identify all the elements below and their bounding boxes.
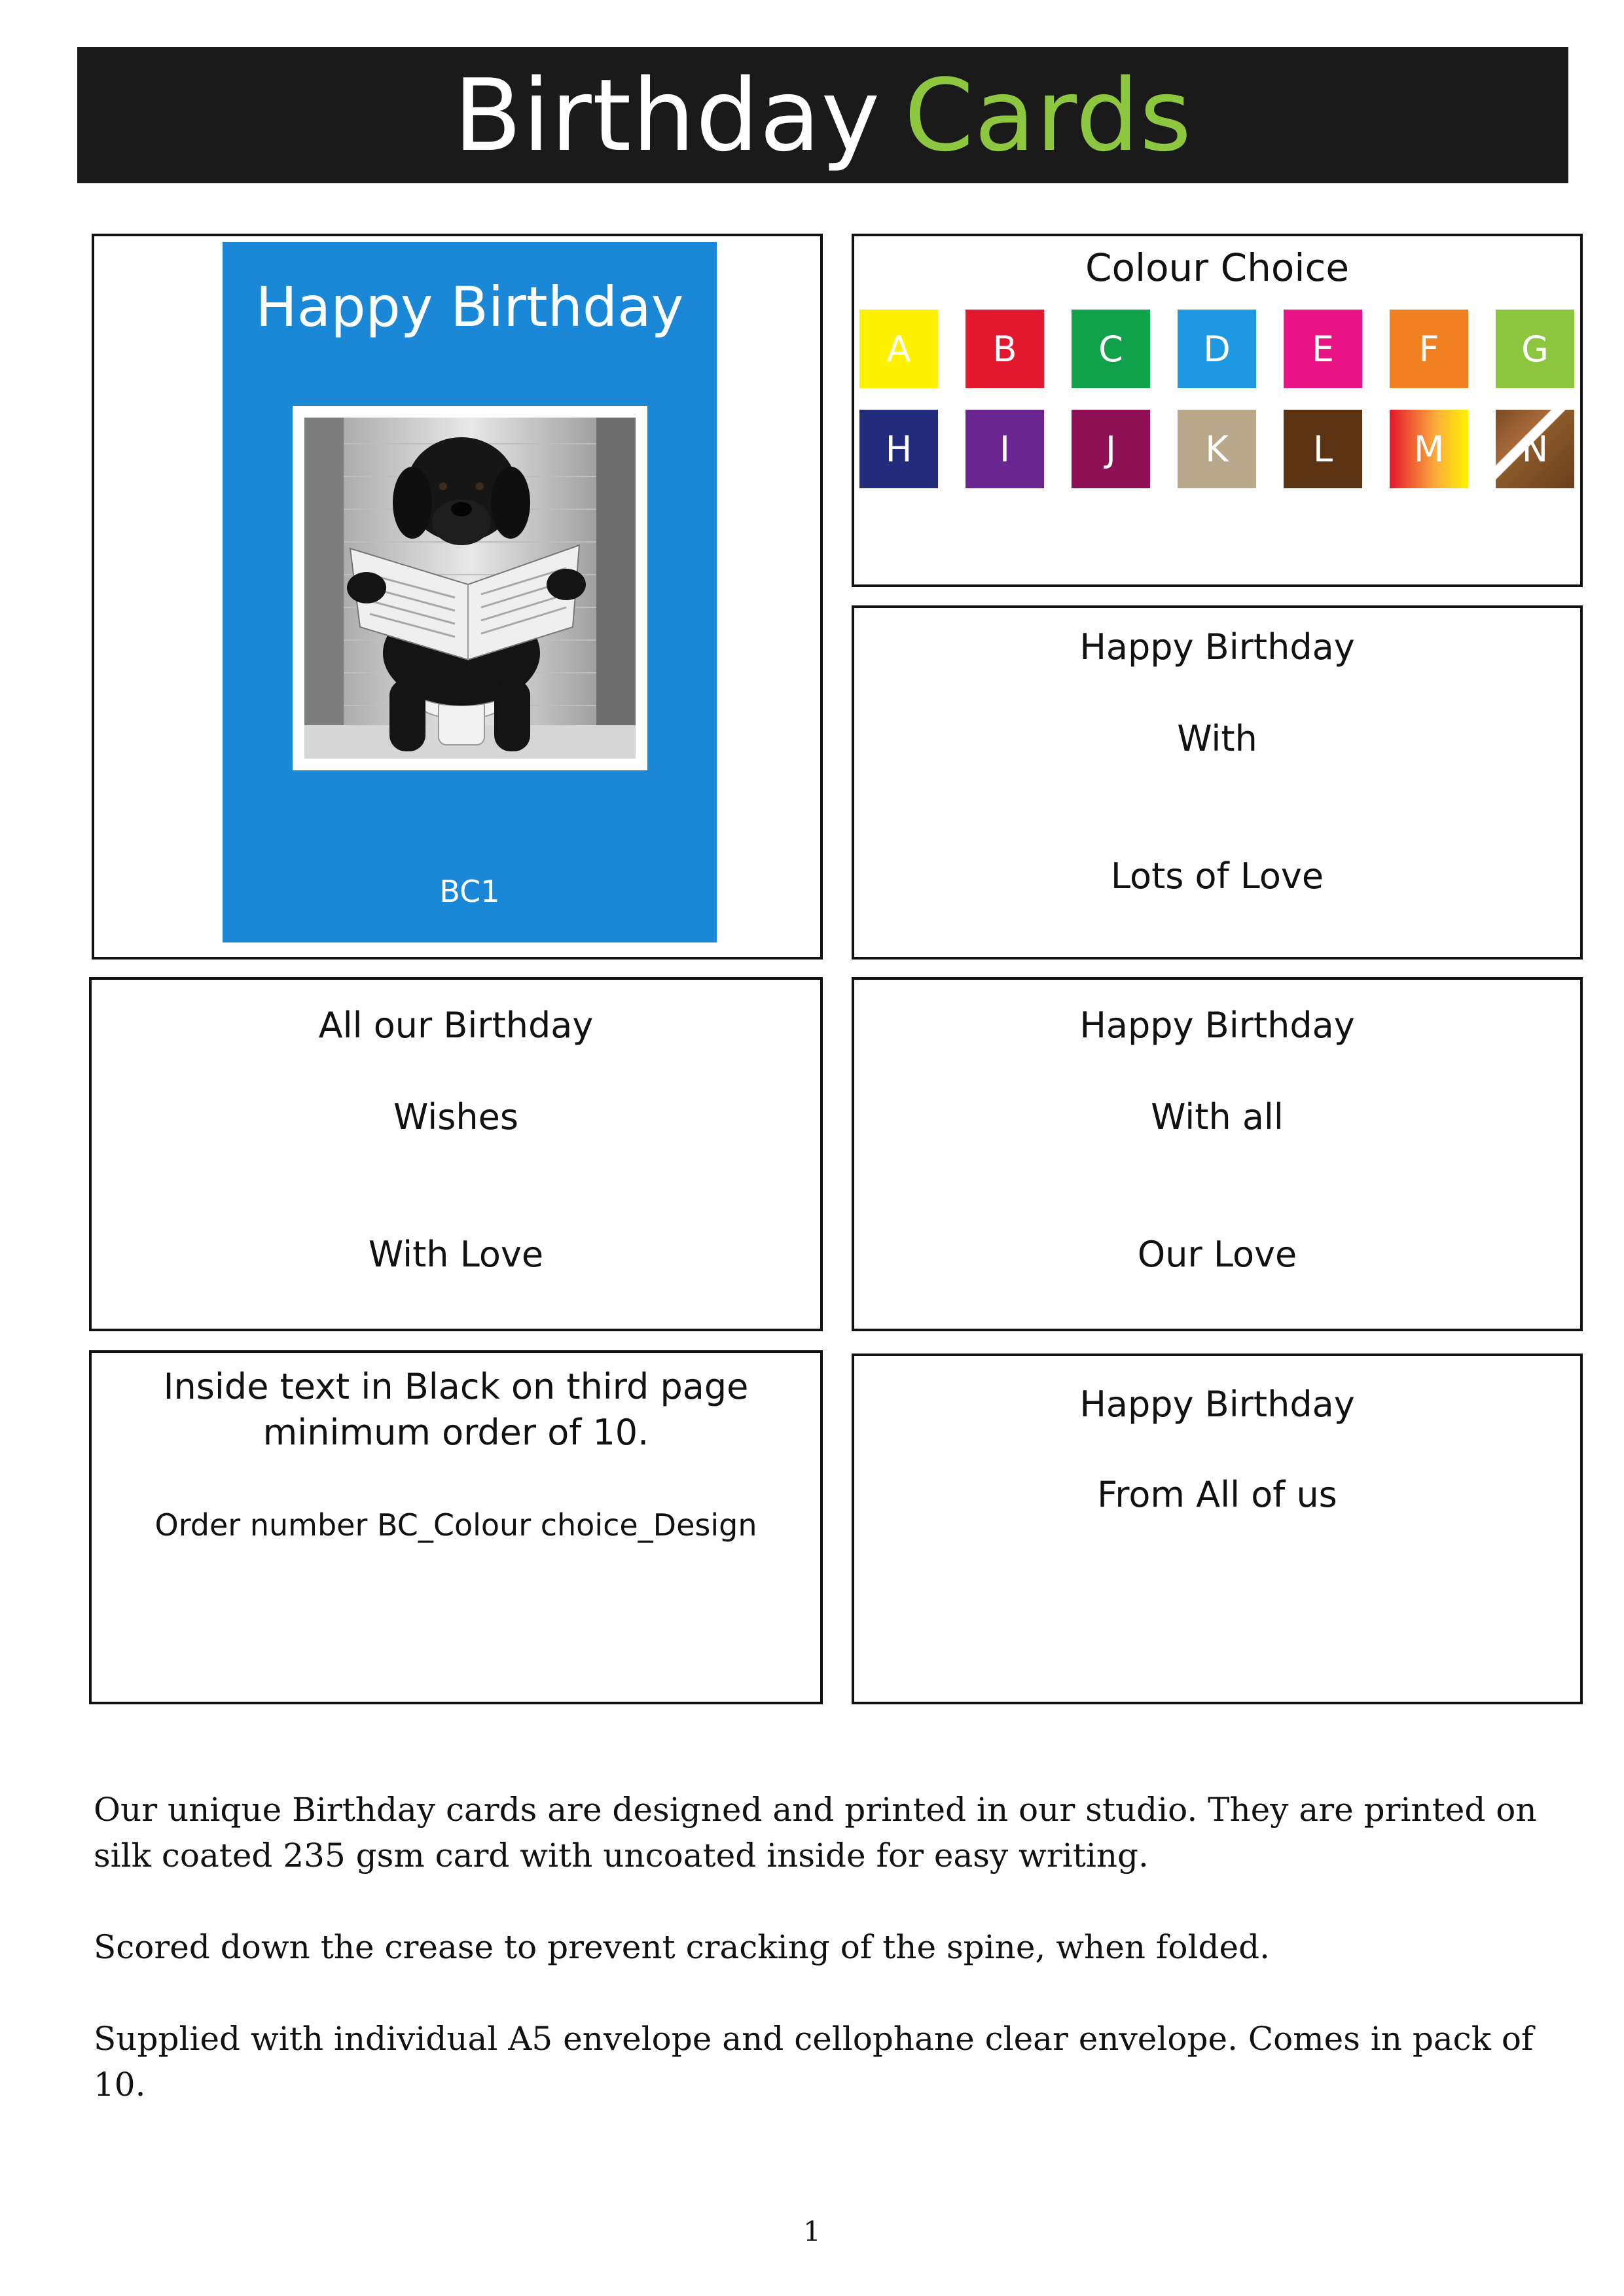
dog-photo [293,406,647,770]
message-line: Happy Birthday [1079,626,1355,668]
swatch-c[interactable]: C [1072,310,1150,388]
card-preview [223,242,717,942]
order-info-line: minimum order of 10. [262,1412,649,1453]
header-title: Birthday [453,57,881,173]
swatch-j[interactable]: J [1072,410,1150,488]
page-header [77,47,1568,183]
swatch-f[interactable]: F [1390,310,1468,388]
swatch-n[interactable]: N [1496,410,1574,488]
colour-choice-panel [852,234,1583,587]
swatch-l[interactable]: L [1284,410,1362,488]
message-line: With Love [368,1234,544,1275]
message-line: Wishes [393,1096,518,1138]
message-line: With [1177,718,1257,759]
card-code: BC1 [439,874,500,909]
swatch-e[interactable]: E [1284,310,1362,388]
message-panel-with-love [89,977,823,1331]
description-paragraph: Scored down the crease to prevent cracking of the spine, when folded. [94,1928,1270,1966]
description-paragraph: Our unique Birthday cards are designed and printed in our studio. They are printed on silk coated 235 gsm card with uncoated inside for easy writing. [94,1791,1537,1874]
order-info-panel [89,1350,823,1704]
header-title-accent: Cards [904,57,1193,173]
message-panel-our-love [852,977,1583,1331]
message-line: Happy Birthday [1079,1005,1355,1046]
swatch-h[interactable]: H [859,410,938,488]
message-line: From All of us [1097,1474,1337,1515]
swatch-i[interactable]: I [965,410,1044,488]
message-line: Happy Birthday [1079,1384,1355,1425]
order-number-format: Order number BC_Colour choice_Design [154,1507,757,1543]
swatch-m[interactable]: M [1390,410,1468,488]
swatch-g[interactable]: G [1496,310,1574,388]
message-panel-lots-of-love [852,605,1583,960]
message-line: With all [1151,1096,1284,1138]
swatch-d[interactable]: D [1178,310,1256,388]
swatch-a[interactable]: A [859,310,938,388]
message-line: All our Birthday [318,1005,594,1046]
card-title: Happy Birthday [255,275,684,339]
message-line: Our Love [1137,1234,1297,1275]
description-paragraph: Supplied with individual A5 envelope and cellophane clear envelope. Comes in pack of 10. [94,2020,1534,2104]
page-number: 1 [803,2215,821,2248]
dog-reading-newspaper-image [304,418,636,759]
message-line: Lots of Love [1110,855,1324,897]
message-panel-from-all-of-us [852,1354,1583,1704]
colour-choice-title: Colour Choice [1085,245,1350,290]
order-info-line: Inside text in Black on third page [163,1366,749,1407]
swatch-b[interactable]: B [965,310,1044,388]
swatch-k[interactable]: K [1178,410,1256,488]
